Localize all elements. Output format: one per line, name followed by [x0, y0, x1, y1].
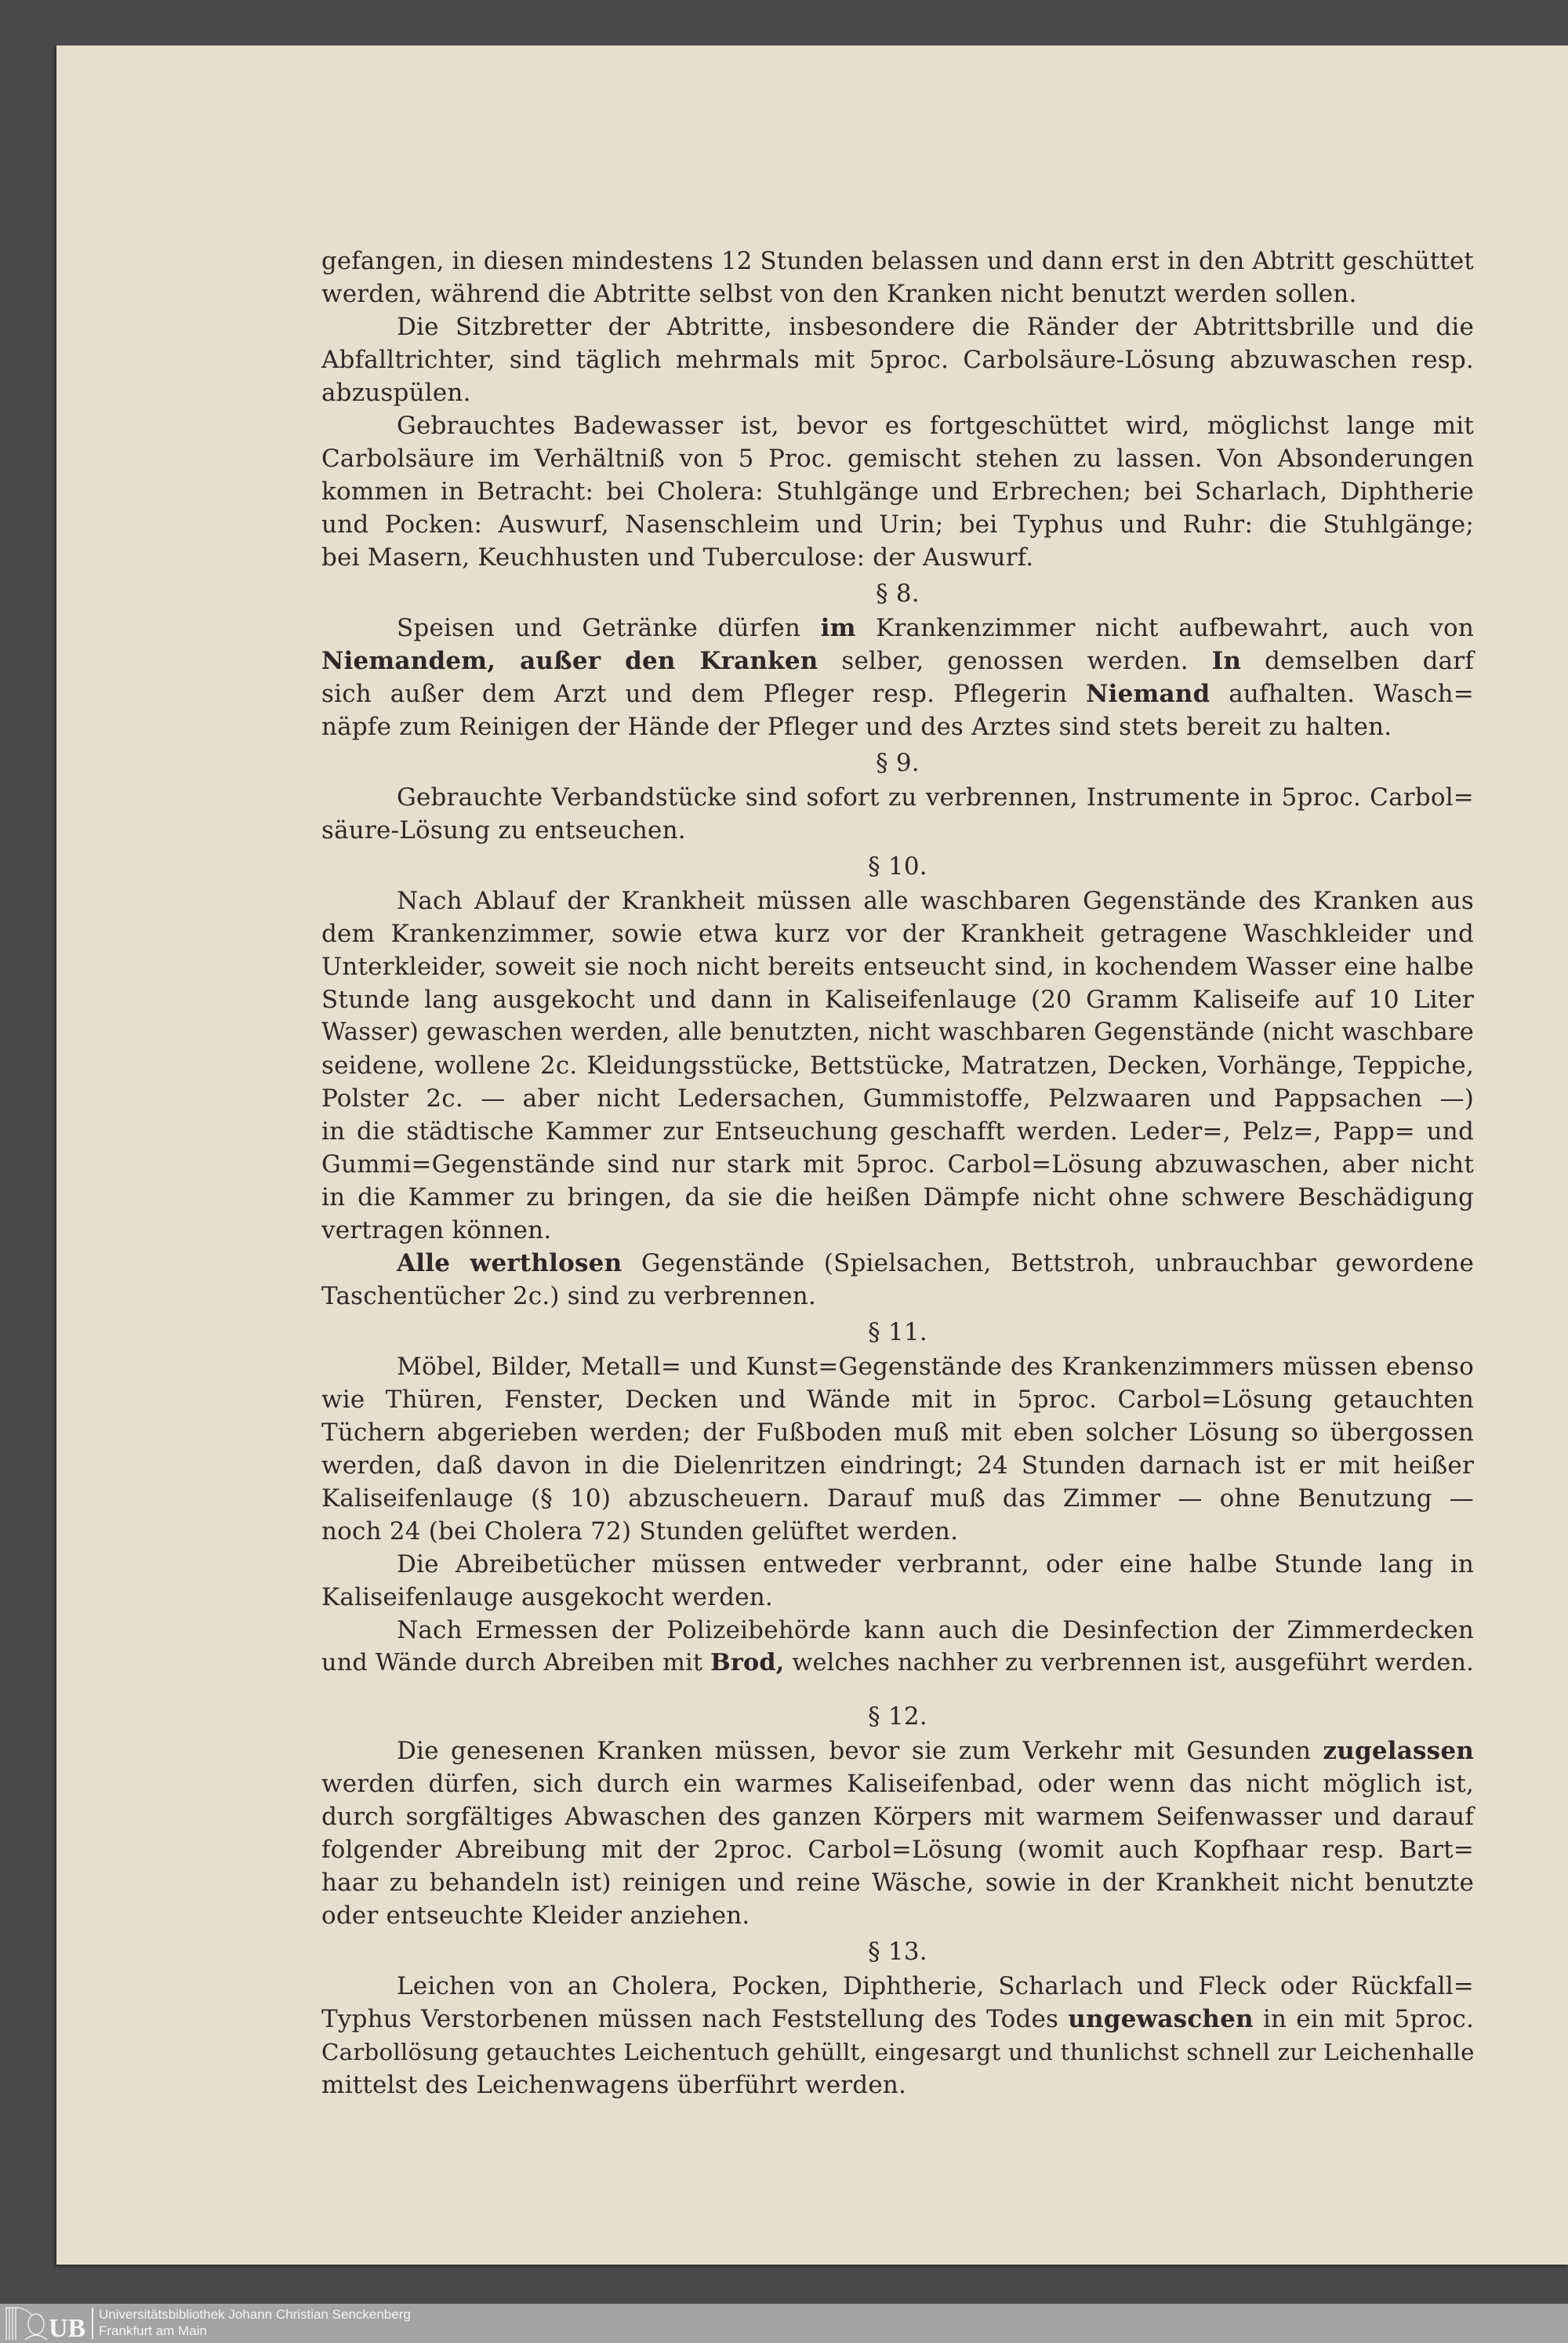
- text-line: [321, 1181, 1474, 1214]
- text-run: gefangen, in diesen mindestens 12 Stunden belassen und dann erst in den Abtritt geschüttet: [321, 247, 1474, 275]
- text-line: [321, 376, 1474, 409]
- text-line: [321, 1866, 1474, 1899]
- text-line: [321, 710, 1474, 743]
- emphasized-text: im: [820, 614, 856, 642]
- text-run: seidene, wollene 2c. Kleidungsstücke, Bettstücke, Matratzen, Decken, Vorhänge, Teppiche,: [321, 1052, 1474, 1080]
- emphasized-text: zugelassen: [1323, 1737, 1474, 1765]
- text-run: Nach Ermessen der Polizeibehörde kann auch die Desinfection der Zimmerdecken: [397, 1616, 1474, 1644]
- section-heading: § 13.: [868, 1938, 927, 1966]
- text-run: Die genesenen Kranken müssen, bevor sie zum Verkehr mit Gesunden: [397, 1737, 1323, 1765]
- text-line: [321, 1647, 1474, 1680]
- text-run: haar zu behandeln ist) reinigen und reine Wäsche, sowie in der Krankheit nicht benutzte: [321, 1869, 1474, 1897]
- text-run: Carbolsäure im Verhältniß von 5 Proc. gemischt stehen zu lassen. Von Absonderungen: [321, 445, 1474, 473]
- text-run: kommen in Betracht: bei Cholera: Stuhlgänge und Erbrechen; bei Scharlach, Diphtherie: [321, 478, 1474, 506]
- text-line: [321, 781, 1474, 814]
- text-line: [321, 2003, 1474, 2036]
- text-line: [321, 1899, 1474, 1932]
- paragraph: [321, 1735, 1474, 1932]
- text-line: [321, 1548, 1474, 1581]
- text-line: [321, 1016, 1474, 1049]
- text-run: Kaliseifenlauge (§ 10) abzuscheuern. Darauf muß das Zimmer — ohne Benutzung —: [321, 1484, 1474, 1513]
- text-line: [321, 917, 1474, 950]
- text-line: [321, 1614, 1474, 1647]
- text-run: durch sorgfältiges Abwaschen des ganzen Körpers mit warmem Seifenwasser und darauf: [321, 1803, 1474, 1831]
- text-run: werden dürfen, sich durch ein warmes Kaliseifenbad, oder wenn das nicht möglich ist,: [321, 1770, 1474, 1798]
- text-run: abzuspülen.: [321, 379, 471, 407]
- text-run: Wasser) gewaschen werden, alle benutzten, nicht waschbaren Gegenstände (nicht waschbare: [321, 1019, 1475, 1046]
- text-run: bei Masern, Keuchhusten und Tuberculose: der Auswurf.: [321, 543, 1034, 572]
- paragraph: [321, 311, 1474, 409]
- text-line: [321, 645, 1474, 677]
- text-run: werden, daß davon in die Dielenritzen eindringt; 24 Stunden darnach ist er mit heißer: [321, 1451, 1474, 1480]
- paragraph: [321, 1548, 1474, 1614]
- text-run: werden, während die Abtritte selbst von den Kranken nicht benutzt werden sollen.: [321, 280, 1357, 308]
- text-line: [321, 1115, 1474, 1148]
- text-line: [321, 1280, 1474, 1313]
- text-run: Nach Ablauf der Krankheit müssen alle waschbaren Gegenstände des Kranken aus: [397, 887, 1474, 915]
- text-line: [321, 2069, 1474, 2101]
- text-line: [321, 950, 1474, 983]
- text-run: Carbollösung getauchtes Leichentuch gehüllt, eingesargt und thunlichst schnell zur Leichenhalle: [321, 2039, 1475, 2065]
- text-run: wie Thüren, Fenster, Decken und Wände mit in 5proc. Carbol=Lösung getauchten: [321, 1386, 1474, 1414]
- text-line: [321, 311, 1474, 343]
- text-line: [321, 612, 1474, 645]
- text-run: Krankenzimmer nicht aufbewahrt, auch von: [855, 614, 1475, 642]
- text-run: oder entseuchte Kleider anziehen.: [321, 1902, 750, 1930]
- paragraph: [321, 1350, 1474, 1548]
- footer-library-city: Frankfurt am Main: [99, 2323, 207, 2338]
- text-line: [321, 1383, 1474, 1416]
- footer-divider: [92, 2308, 93, 2339]
- text-run: Leichen von an Cholera, Pocken, Diphtherie, Scharlach und Fleck oder Rückfall=: [397, 1972, 1474, 2000]
- text-run: noch 24 (bei Cholera 72) Stunden gelüftet werden.: [321, 1517, 959, 1546]
- ub-logo-text: UB: [49, 2314, 86, 2341]
- footer-bar: [0, 2304, 1568, 2343]
- text-run: Kaliseifenlauge ausgekocht werden.: [321, 1583, 773, 1611]
- section-heading: § 10.: [868, 852, 927, 881]
- paragraph: [321, 612, 1474, 743]
- text-run: demselben darf: [1241, 647, 1474, 675]
- text-run: mittelst des Leichenwagens überführt werden.: [321, 2071, 907, 2099]
- text-line: [321, 1800, 1474, 1833]
- text-run: Gebrauchtes Badewasser ist, bevor es fortgeschüttet wird, möglichst lange mit: [397, 412, 1474, 440]
- emphasized-text: In: [1211, 647, 1242, 675]
- text-run: Die Abreibetücher müssen entweder verbrannt, oder eine halbe Stunde lang in: [397, 1550, 1474, 1578]
- emphasized-text: Brod,: [710, 1649, 785, 1676]
- emphasized-text: Alle werthlosen: [397, 1249, 622, 1277]
- text-line: [321, 2036, 1474, 2069]
- text-line: [321, 1767, 1474, 1800]
- text-run: vertragen können.: [321, 1216, 552, 1244]
- text-run: Abfalltrichter, sind täglich mehrmals mit 5proc. Carbolsäure-Lösung abzuwaschen resp.: [321, 346, 1474, 374]
- text-run: Polster 2c. — aber nicht Ledersachen, Gummistoffe, Pelzwaaren und Pappsachen —): [321, 1084, 1474, 1113]
- text-line: [321, 343, 1474, 376]
- text-line: [321, 1515, 1474, 1548]
- text-run: Gebrauchte Verbandstücke sind sofort zu verbrennen, Instrumente in 5proc. Carbol=: [397, 783, 1474, 812]
- text-run: welches nachher zu verbrennen ist, ausgeführt werden.: [784, 1649, 1474, 1676]
- paragraph: [321, 1614, 1474, 1680]
- text-line: [321, 1082, 1474, 1115]
- paragraph: [321, 1970, 1474, 2101]
- paragraph: [321, 245, 1474, 311]
- text-line: [321, 1449, 1474, 1482]
- text-line: [321, 885, 1474, 917]
- text-run: Unterkleider, soweit sie noch nicht bereits entseucht sind, in kochendem Wasser eine halbe: [321, 953, 1474, 981]
- section-heading: § 11.: [868, 1318, 927, 1346]
- text-line: [321, 1581, 1474, 1614]
- text-line: [321, 245, 1474, 278]
- text-run: und Wände durch Abreiben mit: [321, 1649, 711, 1676]
- text-line: [321, 442, 1474, 475]
- text-run: selber, genossen werden.: [818, 647, 1212, 675]
- text-line: [321, 814, 1474, 847]
- text-line: [321, 677, 1474, 710]
- text-run: Tüchern abgerieben werden; der Fußboden muß mit eben solcher Lösung so übergossen: [321, 1419, 1474, 1447]
- text-line: [321, 1970, 1474, 2003]
- paragraph: [321, 781, 1474, 847]
- text-run: Speisen und Getränke dürfen: [397, 614, 821, 642]
- text-run: Möbel, Bilder, Metall= und Kunst=Gegenstände des Krankenzimmers müssen ebenso: [397, 1353, 1474, 1381]
- text-run: sich außer dem Arzt und dem Pfleger resp. Pflegerin: [321, 680, 1087, 708]
- text-run: näpfe zum Reinigen der Hände der Pfleger und des Arztes sind stets bereit zu halten.: [321, 713, 1392, 741]
- ub-library-logo-icon: [3, 2305, 91, 2341]
- text-run: Die Sitzbretter der Abtritte, insbesondere die Ränder der Abtrittsbrille und die: [397, 313, 1474, 341]
- text-line: [321, 475, 1474, 508]
- text-line: [321, 1247, 1474, 1280]
- section-heading: § 12.: [868, 1702, 927, 1731]
- text-line: [321, 541, 1474, 574]
- text-run: säure-Lösung zu entseuchen.: [321, 816, 686, 845]
- emphasized-text: Niemandem, außer den Kranken: [321, 647, 818, 675]
- text-run: in die städtische Kammer zur Entseuchung geschafft werden. Leder=, Pelz=, Papp= und: [321, 1117, 1474, 1146]
- paragraph: [321, 409, 1474, 574]
- text-run: folgender Abreibung mit der 2proc. Carbol=Lösung (womit auch Kopfhaar resp. Bart=: [321, 1836, 1474, 1864]
- text-run: dem Krankenzimmer, sowie etwa kurz vor der Krankheit getragene Waschkleider und: [321, 920, 1474, 948]
- text-line: [321, 1350, 1474, 1383]
- paragraph: [321, 885, 1474, 1247]
- text-line: [321, 1049, 1474, 1082]
- text-line: [321, 1416, 1474, 1449]
- text-run: Stunde lang ausgekocht und dann in Kaliseifenlauge (20 Gramm Kaliseife auf 10 Liter: [321, 986, 1474, 1014]
- text-line: [321, 278, 1474, 311]
- paragraph: [321, 1247, 1474, 1313]
- text-run: Taschentücher 2c.) sind zu verbrennen.: [321, 1282, 816, 1310]
- text-run: Gummi=Gegenstände sind nur stark mit 5proc. Carbol=Lösung abzuwaschen, aber nicht: [321, 1150, 1474, 1179]
- footer-library-name: Universitätsbibliothek Johann Christian Senckenberg: [99, 2307, 411, 2322]
- text-line: [321, 1148, 1474, 1181]
- emphasized-text: Niemand: [1086, 680, 1210, 708]
- section-heading: § 9.: [876, 749, 920, 777]
- document-body: [321, 245, 1474, 2101]
- text-line: [321, 1735, 1474, 1767]
- emphasized-text: ungewaschen: [1068, 2005, 1254, 2033]
- text-line: [321, 1482, 1474, 1515]
- text-run: in ein mit 5proc.: [1253, 2005, 1475, 2033]
- text-run: aufhalten. Wasch=: [1210, 680, 1474, 708]
- section-heading: § 8.: [876, 579, 920, 608]
- text-run: Gegenstände (Spielsachen, Bettstroh, unbrauchbar gewordene: [622, 1249, 1474, 1277]
- text-line: [321, 983, 1474, 1016]
- text-run: in die Kammer zu bringen, da sie die heißen Dämpfe nicht ohne schwere Beschädigung: [321, 1183, 1474, 1211]
- text-run: und Pocken: Auswurf, Nasenschleim und Urin; bei Typhus und Ruhr: die Stuhlgänge;: [321, 510, 1474, 539]
- text-line: [321, 409, 1474, 442]
- document-page: [56, 45, 1568, 2265]
- text-line: [321, 508, 1474, 541]
- text-run: Typhus Verstorbenen müssen nach Feststellung des Todes: [321, 2005, 1069, 2033]
- text-line: [321, 1833, 1474, 1866]
- text-line: [321, 1214, 1474, 1247]
